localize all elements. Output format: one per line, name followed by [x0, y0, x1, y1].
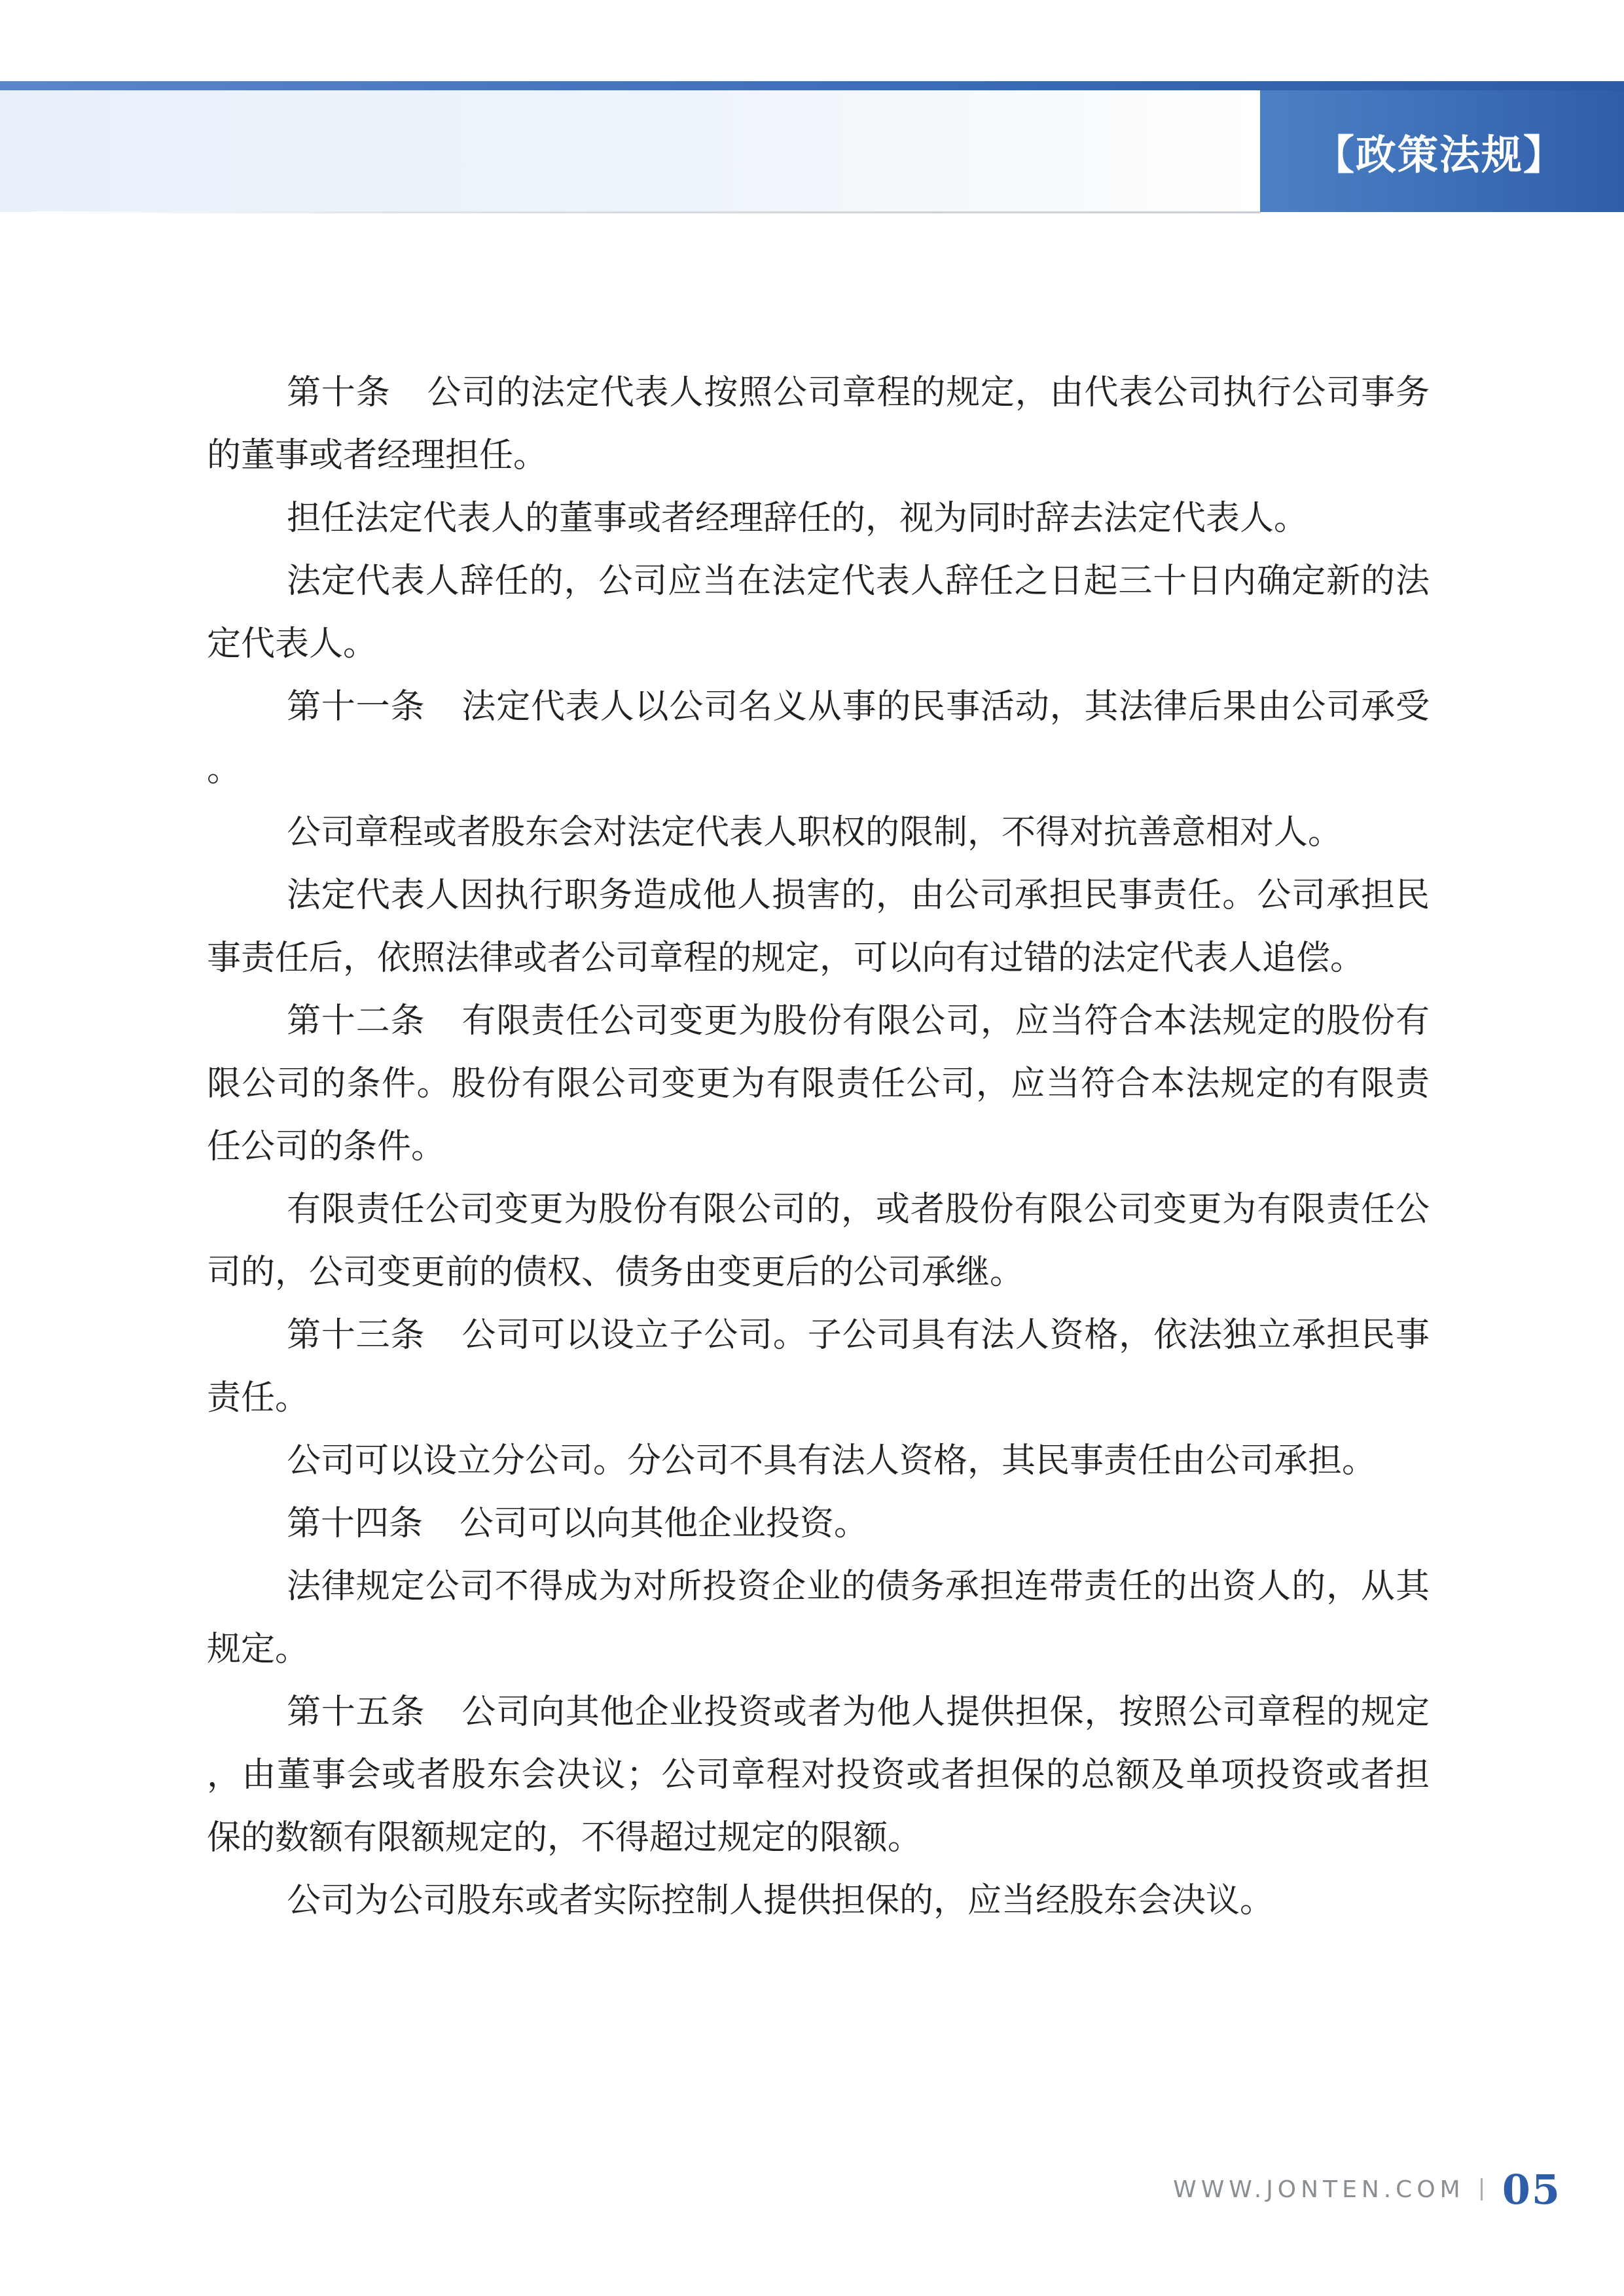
paragraph-text: 法定代表人辞任的，公司应当在法定代表人辞任之日起三十日内确定新的法定代表人。	[207, 562, 1430, 664]
paragraph	[207, 487, 1430, 550]
page-number: 05	[1502, 2165, 1561, 2214]
paragraph	[207, 361, 1430, 487]
paragraph-text: 公司为公司股东或者实际控制人提供担保的，应当经股东会决议。	[287, 1881, 1274, 1920]
article-number: 第十五条	[287, 1693, 425, 1732]
paragraph	[207, 801, 1430, 864]
paragraph	[207, 675, 1430, 801]
paragraph	[207, 1492, 1430, 1555]
article-number: 第十一条	[287, 687, 425, 726]
section-title: 【政策法规】	[1314, 130, 1566, 179]
article-number: 第十四条	[287, 1504, 424, 1543]
header-band	[0, 90, 1260, 212]
paragraph-text: 担任法定代表人的董事或者经理辞任的，视为同时辞去法定代表人。	[287, 499, 1308, 538]
paragraph-text: 公司可以设立分公司。分公司不具有法人资格，其民事责任由公司承担。	[287, 1441, 1377, 1480]
paragraph-text: 公司向其他企业投资或者为他人提供担保，按照公司章程的规定，由董事会或者股东会决议；公司章程对投资或者担保的总额及单项投资或者担保的数额有限额规定的，不得超过规定的限额。	[207, 1693, 1430, 1857]
paragraph	[207, 1555, 1430, 1681]
header-divider	[33, 211, 1261, 213]
paragraph	[207, 1178, 1430, 1304]
header-accent-line	[0, 81, 1624, 90]
paragraph-text: 公司的法定代表人按照公司章程的规定，由代表公司执行公司事务的董事或者经理担任。	[207, 373, 1430, 475]
paragraph	[207, 990, 1430, 1178]
paragraph-text: 法律规定公司不得成为对所投资企业的债务承担连带责任的出资人的，从其规定。	[207, 1567, 1430, 1669]
paragraph-text: 公司可以向其他企业投资。	[460, 1504, 869, 1543]
section-tab	[1260, 90, 1624, 212]
paragraph	[207, 1429, 1430, 1492]
paragraph-text: 法定代表人以公司名义从事的民事活动，其法律后果由公司承受。	[207, 687, 1430, 789]
page-footer	[1173, 2166, 1561, 2212]
paragraph-text: 有限责任公司变更为股份有限公司的，或者股份有限公司变更为有限责任公司的，公司变更前的债权、债务由变更后的公司承继。	[207, 1190, 1430, 1292]
paragraph	[207, 864, 1430, 990]
paragraph-text: 有限责任公司变更为股份有限公司，应当符合本法规定的股份有限公司的条件。股份有限公司变更为有限责任公司，应当符合本法规定的有限责任公司的条件。	[207, 1001, 1430, 1166]
paragraph-text: 公司章程或者股东会对法定代表人职权的限制，不得对抗善意相对人。	[287, 813, 1343, 852]
paragraph-text: 公司可以设立子公司。子公司具有法人资格，依法独立承担民事责任。	[207, 1316, 1430, 1418]
article-number: 第十三条	[287, 1316, 425, 1355]
paragraph	[207, 1304, 1430, 1429]
paragraph	[207, 550, 1430, 675]
article-number: 第十条	[287, 373, 391, 412]
article-body	[207, 361, 1430, 1932]
paragraph	[207, 1681, 1430, 1869]
website-link[interactable]: WWW.JONTEN.COM	[1173, 2176, 1465, 2203]
footer-divider	[1481, 2178, 1483, 2200]
article-number: 第十二条	[287, 1001, 425, 1041]
paragraph-text: 法定代表人因执行职务造成他人损害的，由公司承担民事责任。公司承担民事责任后，依照法律或者公司章程的规定，可以向有过错的法定代表人追偿。	[207, 876, 1430, 978]
paragraph	[207, 1869, 1430, 1932]
